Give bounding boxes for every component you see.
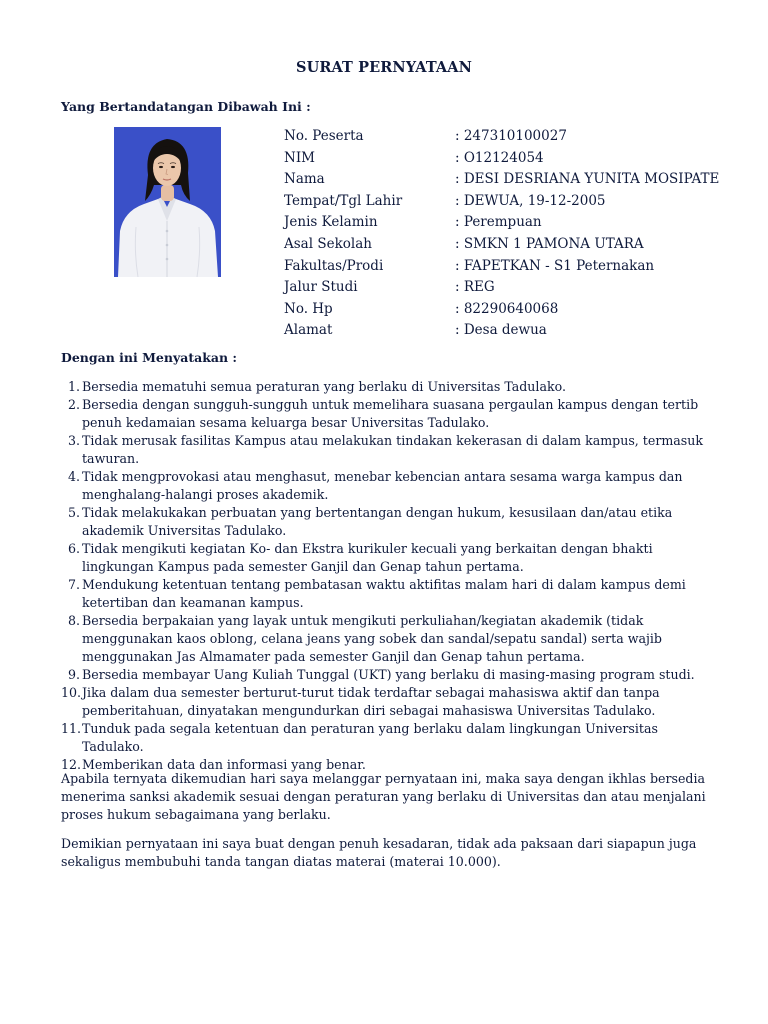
list-item-text: Tunduk pada segala ketentuan dan peraturan yang berlaku dalam lingkungan Universitas Tadulako. bbox=[82, 721, 658, 754]
identity-value: : Perempuan bbox=[455, 214, 542, 231]
student-photo bbox=[114, 127, 221, 277]
list-item bbox=[61, 378, 711, 396]
list-item bbox=[61, 540, 711, 576]
list-item bbox=[61, 576, 711, 612]
list-item-text: Mendukung ketentuan tentang pembatasan waktu aktifitas malam hari di dalam kampus demi ketertiban dan keamanan kampus. bbox=[82, 577, 686, 610]
closing-paragraph-declaration: Demikian pernyataan ini saya buat dengan penuh kesadaran, tidak ada paksaan dari siapapun juga sekaligus membubuhi tanda tangan diatas materai (materai 10.000). bbox=[61, 836, 697, 869]
list-item-text: Tidak mengprovokasi atau menghasut, menebar kebencian antara sesama warga kampus dan menghalang-halangi proses akademik. bbox=[82, 469, 683, 502]
identity-label: Fakultas/Prodi bbox=[284, 257, 384, 274]
list-item bbox=[61, 612, 711, 666]
closing-paragraph-sanction: Apabila ternyata dikemudian hari saya melanggar pernyataan ini, maka saya dengan ikhlas bersedia menerima sanksi akademik sesuai dengan peraturan yang berlaku di Universitas dan atau menjalani proses hukum sebagaimana yang berlaku. bbox=[61, 771, 706, 822]
list-item-number: 7. bbox=[67, 577, 80, 592]
identity-label: No. Hp bbox=[284, 300, 333, 317]
identity-value: : SMKN 1 PAMONA UTARA bbox=[455, 235, 644, 252]
list-item-text: Jika dalam dua semester berturut-turut tidak terdaftar sebagai mahasiswa aktif dan tanpa pemberitahuan, dinyatakan mengundurkan diri sebagai mahasiswa Universitas Tadulako. bbox=[82, 685, 660, 718]
list-item-number: 11. bbox=[61, 721, 82, 736]
list-item-text: Bersedia mematuhi semua peraturan yang berlaku di Universitas Tadulako. bbox=[82, 379, 566, 394]
list-item bbox=[61, 720, 711, 756]
identity-value: : FAPETKAN - S1 Peternakan bbox=[455, 257, 655, 274]
identity-value: : 82290640068 bbox=[455, 300, 559, 317]
identity-label: No. Peserta bbox=[284, 128, 364, 144]
list-item bbox=[61, 684, 711, 720]
document-title: SURAT PERNYATAAN bbox=[296, 59, 472, 76]
identity-value: : Desa dewua bbox=[455, 322, 547, 339]
portrait-image bbox=[114, 127, 221, 277]
list-item-text: Tidak merusak fasilitas Kampus atau melakukan tindakan kekerasan di dalam kampus, termasuk tawuran. bbox=[82, 433, 703, 466]
identity-value: : REG bbox=[455, 279, 495, 296]
identity-value: : 247310100027 bbox=[455, 128, 567, 144]
identity-value: : DESI DESRIANA YUNITA MOSIPATE bbox=[455, 171, 720, 188]
list-item bbox=[61, 468, 711, 504]
identity-label: Jalur Studi bbox=[284, 279, 358, 296]
list-item-text: Memberikan data dan informasi yang benar. bbox=[82, 757, 366, 772]
list-item-number: 5. bbox=[67, 505, 80, 520]
list-item-text: Bersedia dengan sungguh-sungguh untuk memelihara suasana pergaulan kampus dengan tertib penuh kedamaian sesama keluarga besar Universitas Tadulako. bbox=[82, 397, 699, 430]
list-item-number: 12. bbox=[61, 757, 82, 772]
list-item bbox=[61, 396, 711, 432]
identity-label: Nama bbox=[284, 171, 325, 188]
list-item-number: 3. bbox=[67, 433, 80, 448]
list-item-number: 9. bbox=[67, 667, 80, 682]
list-item-number: 2. bbox=[67, 397, 80, 412]
identity-label: NIM bbox=[284, 149, 315, 166]
list-item-number: 1. bbox=[67, 379, 80, 394]
identity-label: Jenis Kelamin bbox=[284, 214, 378, 231]
identity-label: Asal Sekolah bbox=[284, 235, 372, 252]
identity-value: : DEWUA, 19-12-2005 bbox=[455, 192, 606, 209]
identity-label: Tempat/Tgl Lahir bbox=[284, 192, 403, 209]
list-item-text: Tidak melakukakan perbuatan yang bertentangan dengan hukum, kesusilaan dan/atau etika akademik Universitas Tadulako. bbox=[82, 505, 673, 538]
list-item-number: 4. bbox=[67, 469, 80, 484]
list-item-number: 10. bbox=[61, 685, 82, 700]
statement-list bbox=[61, 378, 711, 774]
list-item-number: 8. bbox=[67, 613, 80, 628]
list-item bbox=[61, 432, 711, 468]
list-item-text: Bersedia berpakaian yang layak untuk mengikuti perkuliahan/kegiatan akademik (tidak menggunakan kaos oblong, celana jeans yang sobek dan sandal/sepatu sandal) serta wajib menggunakan Jas Almamater pada semester Ganjil dan Genap tahun pertama. bbox=[82, 613, 662, 664]
identity-value: : O12124054 bbox=[455, 149, 544, 166]
declare-heading: Dengan ini Menyatakan : bbox=[61, 350, 238, 365]
list-item-text: Tidak mengikuti kegiatan Ko- dan Ekstra kurikuler kecuali yang berkaitan dengan bhakti lingkungan Kampus pada semester Ganjil dan Genap tahun pertama. bbox=[82, 541, 653, 574]
identity-label: Alamat bbox=[284, 322, 333, 339]
undersigned-heading: Yang Bertandatangan Dibawah Ini : bbox=[61, 99, 311, 114]
list-item bbox=[61, 504, 711, 540]
list-item bbox=[61, 666, 711, 684]
list-item-text: Bersedia membayar Uang Kuliah Tunggal (UKT) yang berlaku di masing-masing program studi. bbox=[82, 667, 695, 682]
list-item-number: 6. bbox=[67, 541, 80, 556]
